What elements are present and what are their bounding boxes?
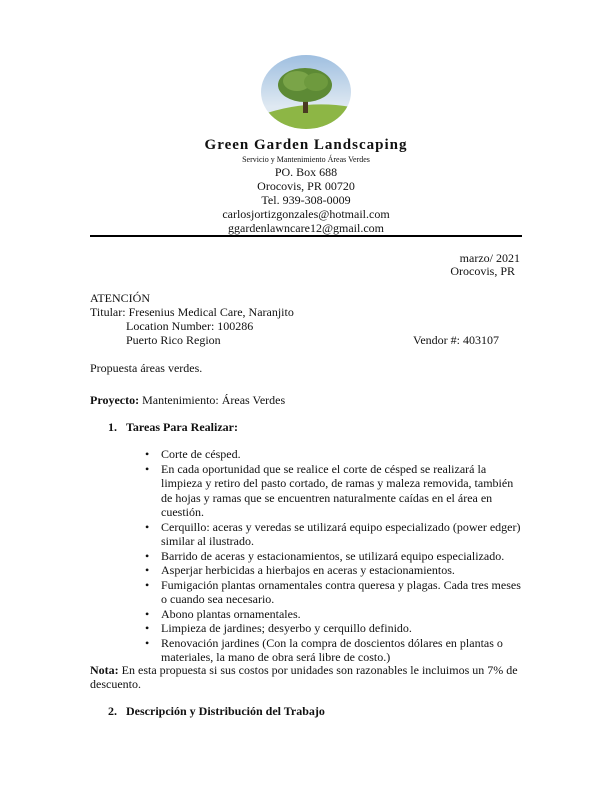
task-text: Abono plantas ornamentales.	[161, 606, 301, 621]
task-item	[145, 563, 527, 578]
project-line	[90, 393, 285, 407]
date: marzo/ 2021	[459, 251, 520, 265]
task-item	[145, 607, 527, 622]
task-text: Renovación jardines (Con la compra de doscientos dólares en plantas o materiales, la mano de obra será libre de costo.)	[161, 635, 503, 664]
note-label: Nota:	[90, 663, 119, 677]
email-1: carlosjortizgonzales@hotmail.com	[222, 207, 390, 221]
note-text: En esta propuesta si sus costos por unidades son razonables le incluimos un 7% de	[118, 663, 518, 677]
company-name: Green Garden Landscaping	[204, 137, 408, 153]
task-item	[145, 578, 527, 607]
titular: Titular: Fresenius Medical Care, Naranjito	[90, 305, 294, 319]
address-line-2: Orocovis, PR 00720	[257, 179, 355, 193]
task-text: Cerquillo: aceras y veredas se utilizará equipo especializado (power edger) similar al ilustrado.	[161, 519, 521, 548]
task-item	[145, 447, 527, 462]
task-text: Limpieza de jardines; desyerbo y cerquillo definido.	[161, 621, 412, 635]
section-1-title: Tareas Para Realizar:	[126, 420, 238, 434]
region: Puerto Rico Region	[126, 333, 221, 347]
task-text: Barrido de aceras y estacionamientos, se utilizará equipo especializado.	[161, 548, 505, 563]
header-divider	[90, 235, 522, 237]
company-tagline: Servicio y Mantenimiento Áreas Verdes	[242, 155, 370, 164]
bullet-icon: •	[145, 461, 150, 476]
bullet-icon: •	[145, 519, 150, 534]
company-logo-tree	[261, 55, 351, 129]
task-text: Asperjar herbicidas a hierbajos en aceras y estacionamientos.	[161, 563, 455, 577]
bullet-icon: •	[145, 606, 150, 621]
bullet-icon: •	[145, 635, 150, 650]
task-item	[145, 549, 527, 564]
task-list	[145, 447, 527, 665]
note-line-2: descuento.	[90, 677, 141, 691]
bullet-icon: •	[145, 447, 150, 461]
vendor-number: Vendor #: 403107	[413, 333, 499, 347]
project-label: Proyecto:	[90, 393, 140, 407]
intro: Propuesta áreas verdes.	[90, 361, 203, 375]
task-text: En cada oportunidad que se realice el corte de césped se realizará la limpieza y retiro del pasto cortado, de ramas y maleza removida, también de hojas y ramas que se encuentren naturalmente caídas en el área en cuestión.	[161, 461, 514, 519]
email-2: ggardenlawncare12@gmail.com	[228, 221, 384, 235]
bullet-icon: •	[145, 621, 150, 635]
place: Orocovis, PR	[450, 264, 515, 278]
section-2-number: 2.	[108, 704, 117, 718]
address-line-1: PO. Box 688	[274, 165, 338, 179]
attention-heading: ATENCIÓN	[90, 291, 150, 305]
location-number: Location Number: 100286	[126, 319, 254, 333]
note-line-1	[90, 663, 518, 677]
task-item	[145, 621, 527, 636]
section-2-title: Descripción y Distribución del Trabajo	[126, 704, 325, 718]
bullet-icon: •	[145, 563, 150, 577]
phone: Tel. 939-308-0009	[261, 193, 351, 207]
task-item	[145, 520, 527, 549]
bullet-icon: •	[145, 577, 150, 592]
task-item	[145, 462, 527, 520]
project-value: Mantenimiento: Áreas Verdes	[139, 393, 286, 407]
task-text: Fumigación plantas ornamentales contra queresa y plagas. Cada tres meses o cuando sea necesario.	[161, 577, 521, 606]
section-1-number: 1.	[108, 420, 117, 434]
task-text: Corte de césped.	[161, 447, 241, 461]
bullet-icon: •	[145, 548, 150, 563]
task-item	[145, 636, 527, 665]
